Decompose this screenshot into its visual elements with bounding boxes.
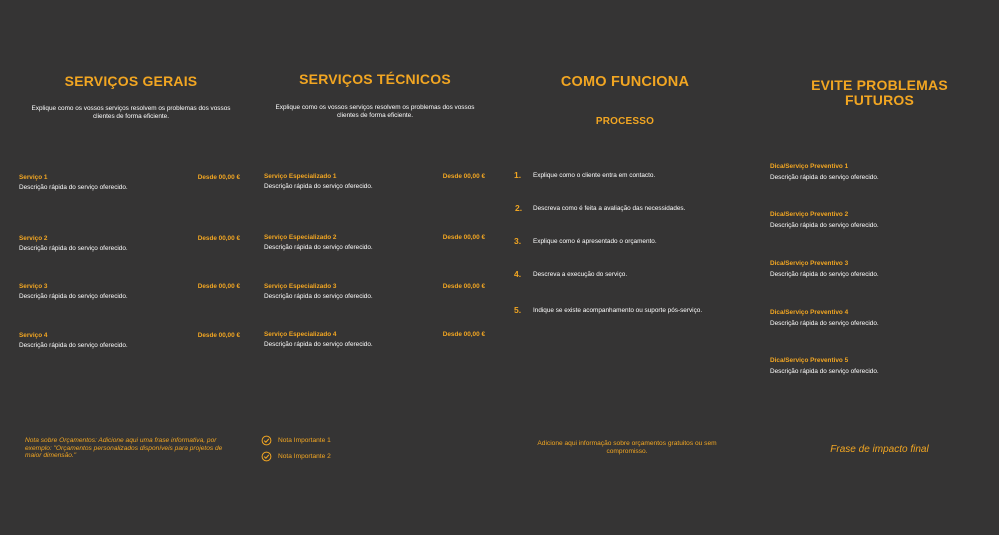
tip-name: Dica/Serviço Preventivo 2 (770, 211, 849, 218)
service-price: Desde 00,00 € (197, 235, 240, 242)
step-text: Explique como é apresentado o orçamento. (533, 238, 657, 245)
tip-name: Dica/Serviço Preventivo 1 (770, 163, 849, 170)
quotes-note: Nota sobre Orçamentos: Adicione aqui uma frase informativa, por exemplo: "Orçamentos personalizados disponíveis para projetos de maior dimensão." (25, 437, 223, 460)
step-text: Explique como o cliente entra em contacto. (533, 172, 656, 179)
step-number: 1. (514, 170, 522, 180)
preventive-tip-item (770, 260, 879, 278)
service-price: Desde 00,00 € (442, 234, 485, 241)
process-subtitle: PROCESSO (595, 116, 655, 127)
tip-description: Descrição rápida do serviço oferecido. (770, 271, 879, 278)
service-description: Descrição rápida do serviço oferecido. (19, 293, 128, 300)
service-description: Descrição rápida do serviço oferecido. (264, 293, 373, 300)
check-circle-icon (261, 451, 272, 462)
step-text: Indique se existe acompanhamento ou suporte pós-serviço. (533, 307, 703, 314)
service-name: Serviço Especializado 1 (264, 173, 337, 180)
tip-description: Descrição rápida do serviço oferecido. (770, 222, 879, 229)
service-price: Desde 00,00 € (442, 283, 485, 290)
technical-services-title: SERVIÇOS TÉCNICOS (299, 71, 451, 87)
check-circle-icon (261, 435, 272, 446)
important-note-label: Nota Importante 1 (278, 437, 331, 444)
service-name: Serviço 2 (19, 235, 48, 242)
preventive-tip-item (770, 211, 879, 229)
tip-description: Descrição rápida do serviço oferecido. (770, 368, 879, 375)
service-name: Serviço Especializado 4 (264, 331, 337, 338)
step-text: Descreva a execução do serviço. (533, 271, 628, 278)
tip-description: Descrição rápida do serviço oferecido. (770, 320, 879, 327)
service-description: Descrição rápida do serviço oferecido. (19, 245, 128, 252)
free-quote-note: Adicione aqui informação sobre orçamentos gratuitos ou sem compromisso. (537, 440, 717, 455)
service-price: Desde 00,00 € (442, 331, 485, 338)
prevent-problems-title: EVITE PROBLEMAS FUTUROS (811, 77, 948, 108)
technical-services-intro: Explique como os vossos serviços resolvem os problemas dos vossos clientes de forma eficiente. (275, 104, 475, 119)
service-price: Desde 00,00 € (197, 283, 240, 290)
service-price: Desde 00,00 € (197, 332, 240, 339)
step-number: 4. (514, 269, 522, 279)
preventive-tip-item (770, 163, 879, 181)
step-number: 5. (514, 305, 522, 315)
step-text: Descreva como é feita a avaliação das necessidades. (533, 205, 686, 212)
technical-services-column (250, 0, 500, 535)
service-description: Descrição rápida do serviço oferecido. (264, 183, 373, 190)
service-description: Descrição rápida do serviço oferecido. (19, 342, 128, 349)
service-price: Desde 00,00 € (197, 174, 240, 181)
preventive-tip-item (770, 357, 879, 375)
service-name: Serviço 1 (19, 174, 48, 181)
general-services-intro: Explique como os vossos serviços resolvem os problemas dos vossos clientes de forma eficiente. (31, 105, 231, 120)
service-name: Serviço Especializado 2 (264, 234, 337, 241)
how-it-works-column (500, 0, 750, 535)
tip-name: Dica/Serviço Preventivo 5 (770, 357, 849, 364)
general-services-column (0, 0, 262, 535)
how-it-works-title: COMO FUNCIONA (560, 74, 690, 90)
service-name: Serviço 3 (19, 283, 48, 290)
tip-name: Dica/Serviço Preventivo 4 (770, 309, 849, 316)
service-name: Serviço Especializado 3 (264, 283, 337, 290)
prevent-problems-column (760, 0, 999, 535)
service-description: Descrição rápida do serviço oferecido. (19, 184, 128, 191)
tip-description: Descrição rápida do serviço oferecido. (770, 174, 879, 181)
service-description: Descrição rápida do serviço oferecido. (264, 244, 373, 251)
step-number: 2. (515, 203, 523, 213)
tip-name: Dica/Serviço Preventivo 3 (770, 260, 849, 267)
service-name: Serviço 4 (19, 332, 48, 339)
service-price: Desde 00,00 € (442, 173, 485, 180)
general-services-title: SERVIÇOS GERAIS (64, 73, 198, 89)
step-number: 3. (514, 236, 522, 246)
service-description: Descrição rápida do serviço oferecido. (264, 341, 373, 348)
preventive-tip-item (770, 309, 879, 327)
important-note-label: Nota Importante 2 (278, 453, 331, 460)
final-impact-phrase: Frase de impacto final (830, 444, 929, 455)
